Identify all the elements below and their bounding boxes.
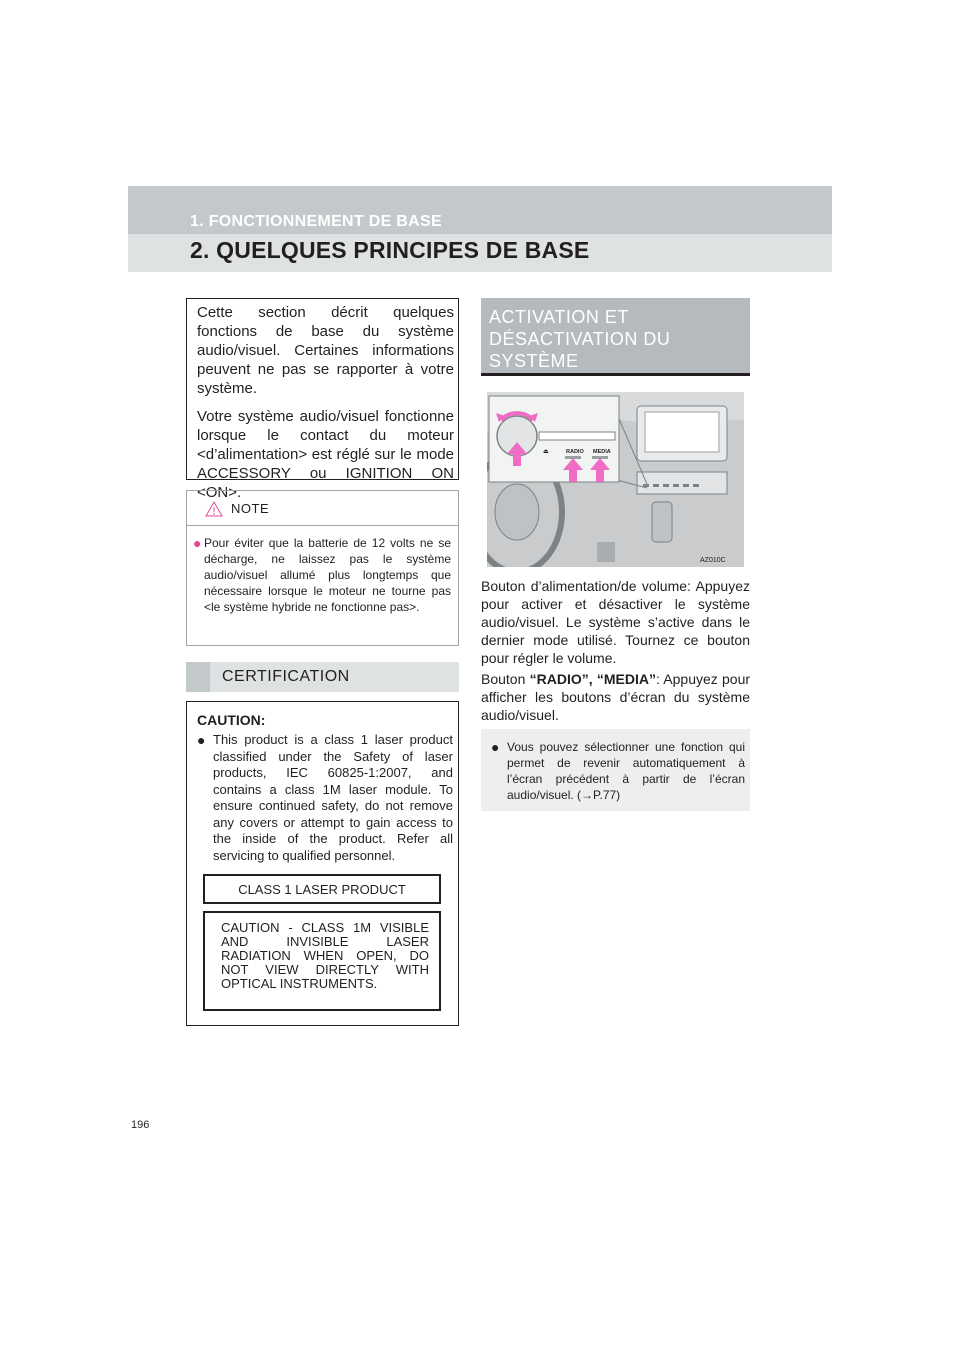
caution-text: This product is a class 1 laser product classified under the Safety of laser products, IEC 60825-1:2007, and contains a class 1M laser module. To ensure continued safety, do not remove any covers or attempt to gain access to the inside of the product. Refer all servicing to qualified personnel. [213,732,453,863]
activation-title: ACTIVATION ET DÉSACTIVATION DU SYSTÈME [489,307,671,371]
tip-text: Vous pouvez sélectionner une fonction qui permet de revenir automatiquement à l’écran précédent à partir de l’écran audio/visuel. (→P.77) [507,740,745,802]
caution-body [197,732,453,864]
section-label: 1. FONCTIONNEMENT DE BASE [190,213,442,230]
dashboard-illustration [487,392,744,567]
certification-title: CERTIFICATION [222,668,350,685]
caution-bullet [197,732,453,864]
media-button-label: MEDIA [593,449,611,455]
button-prefix: Bouton [481,671,526,687]
bullet-dot-icon: ● [197,732,206,748]
page-number: 196 [131,1119,150,1131]
tip-box [481,729,750,811]
laser-caution-label-text: CAUTION - CLASS 1M VISIBLE AND INVISIBLE LASER RADIATION WHEN OPEN, DO NOT VIEW DIRECTLY WITH OPTICAL INSTRUMENTS. [221,920,429,991]
bullet-dot-icon: ● [193,535,202,551]
intro-paragraph-1: Cette section décrit quelques fonctions de base du système audio/visuel. Certaines informations peuvent ne pas se rapporter à votre système. [197,304,454,397]
laser-class-label [203,874,441,904]
heading-tab [186,662,210,692]
caution-title: CAUTION: [197,712,266,728]
page-title: 2. QUELQUES PRINCIPES DE BASE [190,237,590,263]
intro-paragraph-2: Votre système audio/visuel fonctionne lorsque le contact du moteur <d’alimentation> est réglé sur le mode ACCESSORY ou IGNITION ON <ON>. [197,408,454,501]
power-button-text: Bouton d’alimentation/de volume: Appuyez pour activer et désactiver le système audio/visuel. Le système s’active dans le dernier mode utilisé. Tournez ce bouton pour régler le volume. [481,578,750,666]
note-bullet [193,535,451,615]
note-body [193,535,451,615]
header-band [128,186,832,272]
radio-media-description: : Appuyez pour afficher les boutons d’écran du système audio/visuel. [481,671,751,723]
illustration-code: AZ010C [700,557,726,564]
note-text: Pour éviter que la batterie de 12 volts ne se décharge, ne laissez pas le système audio/visuel allumé plus longtemps que nécessaire lorsque le moteur ne tourne pas <le système hybride ne fonctionne pas>. [204,536,451,614]
radio-media-text [481,670,750,724]
radio-button-label: RADIO [566,449,584,455]
bullet-dot-icon: ● [491,739,500,755]
note-header [187,491,458,526]
activation-text [481,577,750,727]
laser-class-label-text: CLASS 1 LASER PRODUCT [238,882,406,897]
warning-icon [205,501,223,517]
note-box [186,490,459,646]
certification-heading [186,662,459,692]
svg-text:⏏: ⏏ [543,449,549,455]
tip-body [491,739,745,803]
tip-bullet [491,739,745,803]
radio-media-button-names: “RADIO”, “MEDIA” [529,671,656,687]
intro-box [186,298,459,501]
activation-heading [481,298,750,376]
note-label: NOTE [231,501,270,516]
laser-caution-label [203,911,441,1011]
